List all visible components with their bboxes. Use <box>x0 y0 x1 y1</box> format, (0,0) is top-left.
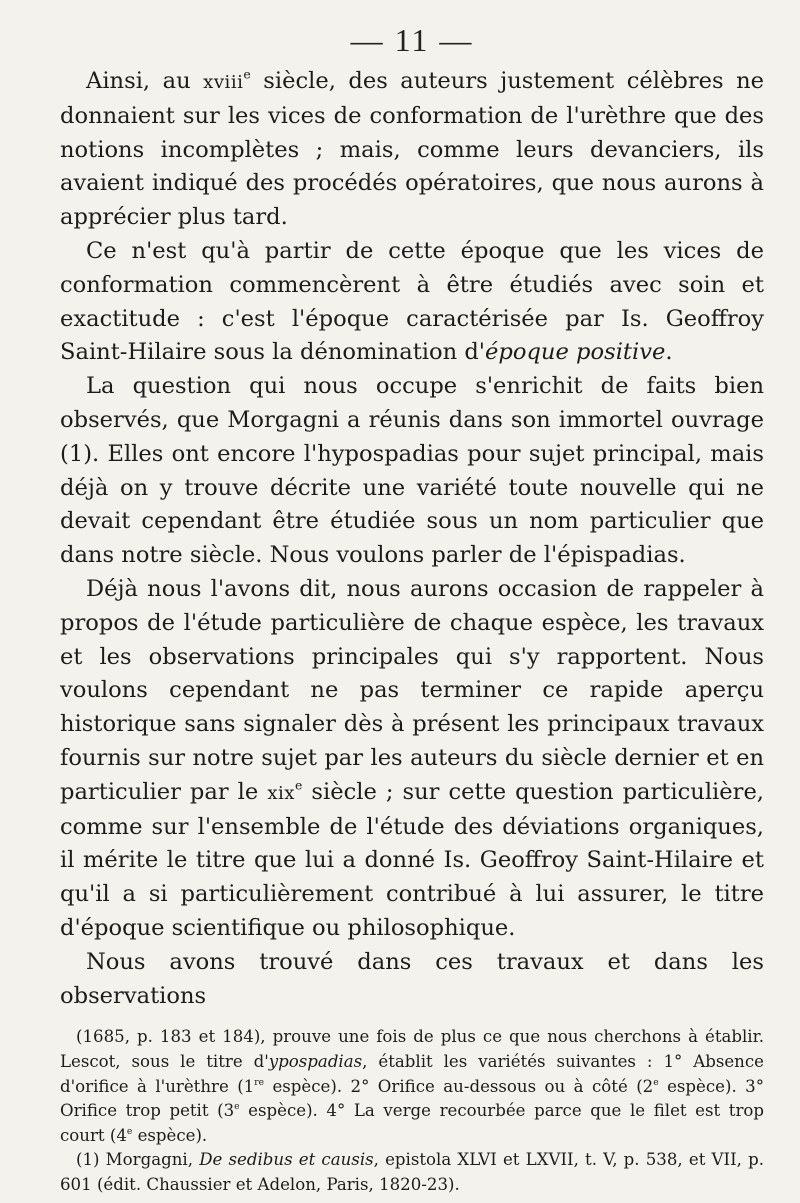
p2-text-b: . <box>665 339 673 366</box>
p4-text-b: siècle ; sur cette question particulière, comme sur l'ensemble de l'étude des déviations organiques, il mérite le titre que lui a donné Is. Geoffroy Saint-Hilaire et qu'il a si particulièrement contribué à lui assurer, le titre d'époque scientifique ou philosophique. <box>60 778 764 941</box>
p1-century: xviii <box>203 72 244 93</box>
fn1-sup-1: re <box>254 1077 265 1088</box>
p2-emphasis: époque positive <box>485 339 666 366</box>
footnote-1 <box>60 1148 764 1197</box>
fn1-text-e: espèce). 4° La verge recourbée parce que le filet est trop court (4 <box>60 1101 764 1145</box>
fn1-text-b: , établit les variétés suivantes : 1° Absence d'orifice à l'urèthre (1 <box>60 1051 764 1096</box>
page-number: — 11 — <box>350 22 474 58</box>
fn2-text-a: (1) Morgagni, <box>76 1150 200 1170</box>
footnote-continuation <box>60 1025 764 1148</box>
paragraph-1 <box>60 65 764 235</box>
fn2-emphasis: De sedibus et causis <box>199 1150 374 1170</box>
fn1-text-a: (1685, p. 183 et 184), prouve une fois de plus ce que nous cherchons à établir. Lescot, sous le titre d' <box>60 1027 764 1071</box>
paragraph-3: La question qui nous occupe s'enrichit de faits bien observés, que Morgagni a réunis dans son immortel ouvrage (1). Elles ont encore l'hypospadias pour sujet principal, mais déjà on y trouve décrite une variété toute nouvelle qui ne devait cependant être étudiée sous un nom particulier que dans notre siècle. Nous voulons parler de l'épispadias. <box>60 373 764 569</box>
p1-text-b: siècle, des auteurs justement célèbres ne donnaient sur les vices de conformation de l'urèthre que des notions incomplètes ; mais, comme leurs devanciers, ils avaient indiqué des procédés opératoires, que nous aurons à apprécier plus tard. <box>60 68 765 231</box>
p2-text-a: Ce n'est qu'à partir de cette époque que les vices de conformation commencèrent à être étudiés avec soin et exactitude : c'est l'époque caractérisée par Is. Geoffroy Saint-Hilaire sous la dénomination d' <box>60 237 764 366</box>
p4-century-sup: e <box>295 777 303 793</box>
paragraph-5: Nous avons trouvé dans ces travaux et dans les observations <box>60 948 764 1009</box>
body-text <box>60 65 764 1013</box>
p1-century-sup: e <box>243 66 251 82</box>
fn1-text-d: espèce). 3° Orifice trop petit (3 <box>60 1076 765 1121</box>
fn1-sup-3: e <box>234 1102 240 1113</box>
fn1-emphasis: ypospadias <box>268 1051 363 1071</box>
paragraph-2 <box>60 235 764 370</box>
p4-century: xix <box>267 782 295 804</box>
fn1-text-f: espèce). <box>132 1125 208 1145</box>
fn1-sup-2: e <box>653 1077 659 1088</box>
footnotes <box>60 1025 764 1197</box>
p4-text-a: Déjà nous l'avons dit, nous aurons occasion de rappeler à propos de l'étude particulière de chaque espèce, les travaux et les observations principales qui s'y rapportent. Nous voulons cependant ne pas terminer ce rapide aperçu historique sans signaler dès à présent les principaux travaux fournis sur notre sujet par les auteurs du siècle dernier et en particulier par le <box>60 575 764 805</box>
fn2-text-b: , epistola XLVI et LXVII, t. V, p. 538, et VII, p. 601 (édit. Chaussier et Adelon, Paris, 1820-23). <box>60 1150 764 1194</box>
fn1-text-c: espèce). 2° Orifice au-dessous ou à côté (2 <box>264 1076 654 1096</box>
p1-text-a: Ainsi, au <box>86 68 204 94</box>
paragraph-4 <box>60 573 764 946</box>
fn1-sup-4: e <box>126 1126 133 1137</box>
